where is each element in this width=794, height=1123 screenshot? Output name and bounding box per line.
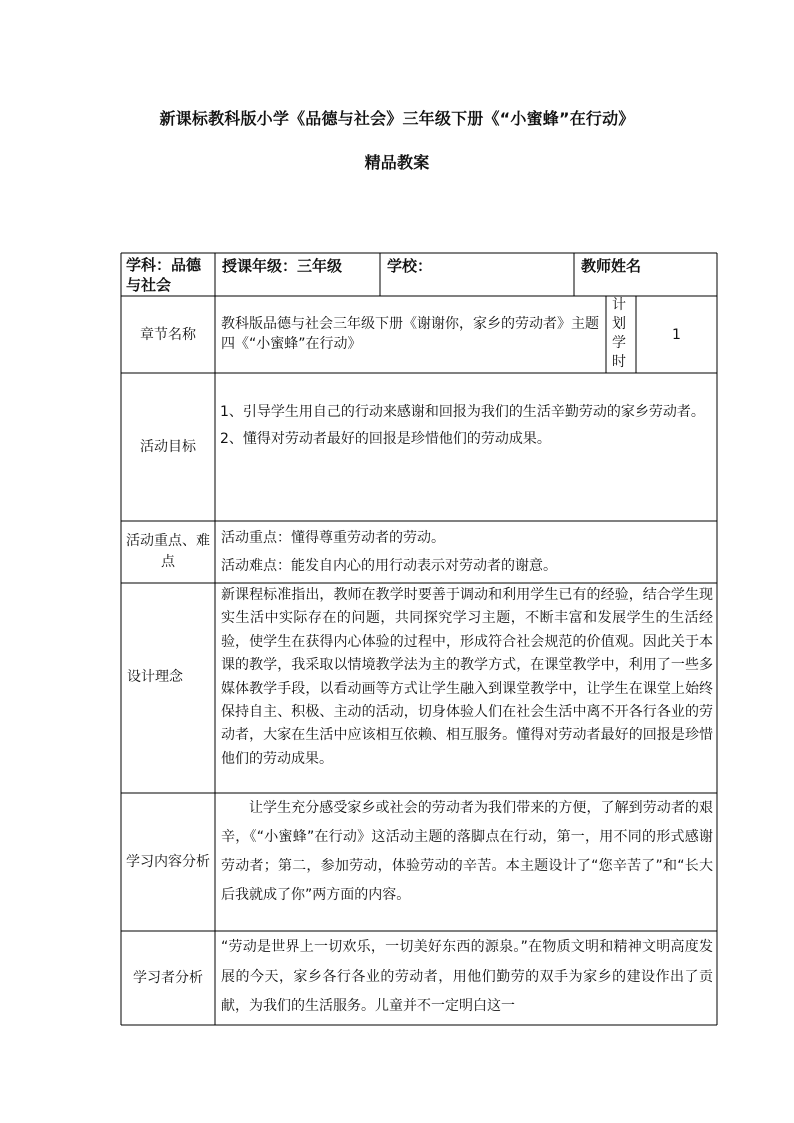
learner-analysis-label: 学习者分析 [133,970,203,986]
school-cell [387,255,571,277]
difficulty-point: 活动难点：能发自内心的用行动表示对劳动者的谢意。 [221,558,557,574]
content-analysis-text: 让学生充分感受家乡或社会的劳动者为我们带来的方便，了解到劳动者的艰辛，《“小蜜蜂”在行动》这活动主题的落脚点在行动，第一，用不同的形式感谢劳动者；第二，参加劳动，体验劳动的辛苦。本主题设计了“您辛苦了”和“长大后我就成了你”两方面的内容。 [221,800,713,903]
key-points-label-text: 活动重点、难点 [126,533,210,570]
content-analysis-label-text: 学习内容分析 [126,854,210,870]
learner-analysis-text: “劳动是世界上一切欢乐，一切美好东西的源泉。”在物质文明和精神文明高度发展的今天，家乡各行各业的劳动者，用他们勤劳的双手为家乡的建设作出了贡献，为我们的生活服务。儿童并不一定明白这一 [221,939,713,1014]
goals-label: 活动目标 [140,439,196,455]
design-label: 设计理念 [127,669,183,685]
grade-cell [222,255,377,277]
school-label: 学校： [387,257,433,275]
teacher-label: 教师姓名 [581,257,642,275]
goals-content [220,399,712,453]
subject-label: 学科：品德与社会 [126,256,202,294]
content-analysis-label [121,793,215,931]
subject-cell [126,255,212,295]
key-point: 活动重点：懂得尊重劳动者的劳动。 [221,530,445,546]
document-title: 新课标教科版小学《品德与社会》三年级下册《“小蜜蜂”在行动》 [159,109,635,128]
teacher-cell [581,255,714,277]
chapter-name: 教科版品德与社会三年级下册《谢谢你，家乡的劳动者》主题四《“小蜜蜂”在行动》 [221,316,599,352]
goal-item-2: 2、懂得对劳动者最好的回报是珍惜他们的劳动成果。 [220,431,551,447]
design-text: 新课程标准指出，教师在教学时要善于调动和利用学生已有的经验，结合学生现实生活中实际存在的问题，共同探究学习主题，不断丰富和发展学生的生活经验，使学生在获得内心体验的过程中，形成符合社会规范的价值观。因此关于本课的教学，我采取以情境教学法为主的教学方式，在课堂教学中，利用了一些多媒体教学手段，以看动画等方式让学生融入到课堂教学中，让学生在课堂上始终保持自主、积极、主动的活动，切身体验人们在社会生活中离不开各行各业的劳动者，大家在生活中应该相互依赖、相互服务。懂得对劳动者最好的回报是珍惜他们的劳动成果。 [221,587,713,767]
goal-item-1: 1、引导学生用自己的行动来感谢和回报为我们的生活辛勤劳动的家乡劳动者。 [220,404,705,420]
grade-label: 授课年级：三年级 [222,257,343,275]
planned-hours-label: 计划学时 [612,297,626,370]
key-points-label [121,521,215,583]
chapter-label: 章节名称 [140,326,196,343]
planned-hours-value: 1 [672,326,681,343]
key-points-content [221,524,713,580]
document-subtitle: 精品教案 [364,153,430,172]
